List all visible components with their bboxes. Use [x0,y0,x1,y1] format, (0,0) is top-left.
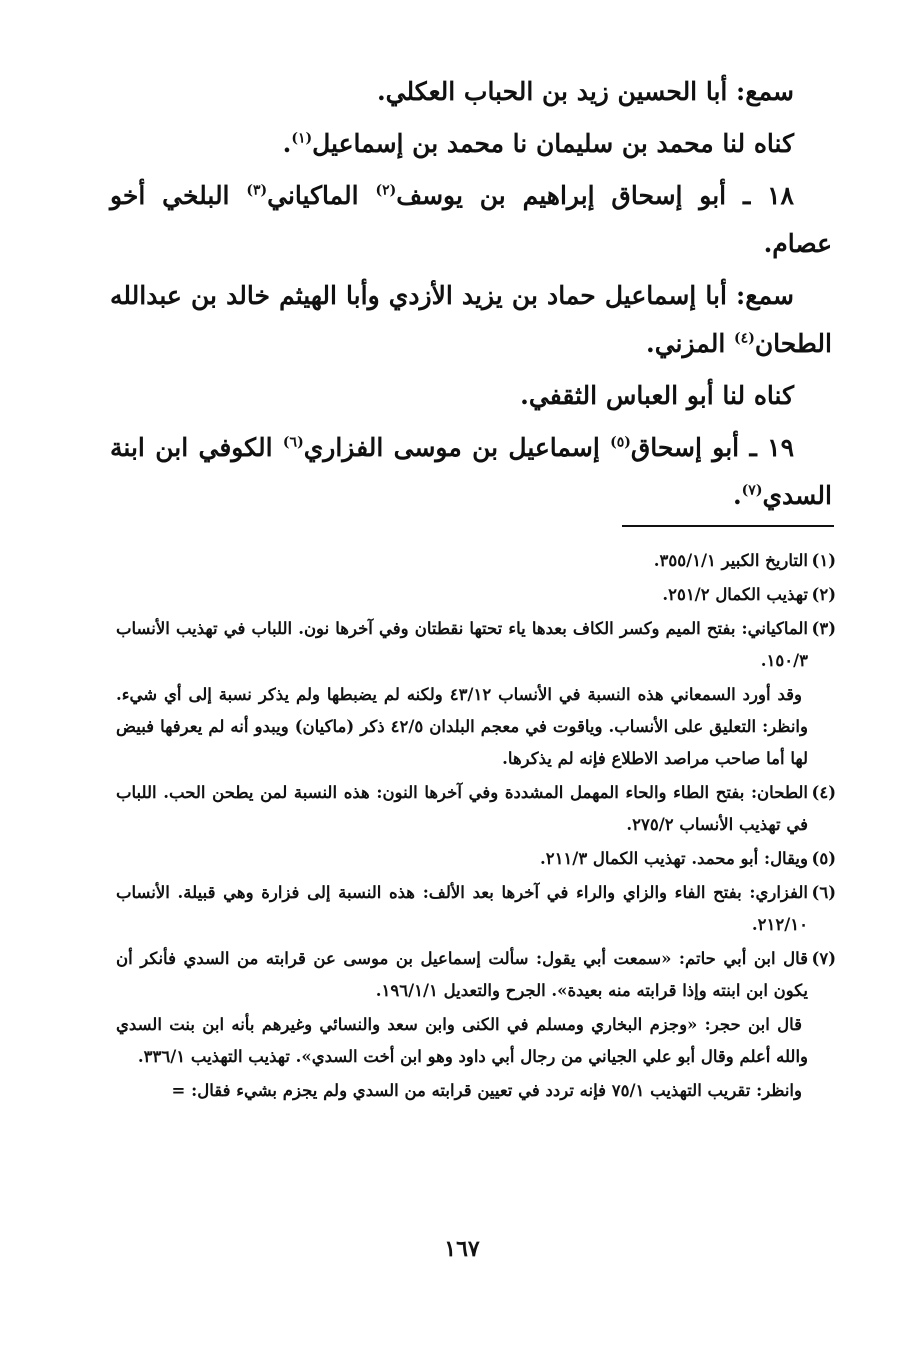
footnote-4 [116,777,836,841]
entry-18-part-2: الماكياني [267,181,376,210]
footnote-7-continuation-2 [116,1075,836,1107]
footnote-text: وانظر: تقريب التهذيب ٧٥/١ فإنه تردد في تعيين قرابته من السدي ولم يجزم بشيء فقال: = [171,1081,802,1100]
entry-19 [110,424,832,520]
page-number: ١٦٧ [444,1236,480,1262]
paragraph-1 [110,68,832,116]
footnote-5 [116,843,836,875]
footnote-text: تهذيب الكمال ٢٥١/٢. [662,585,808,604]
paragraph-4 [110,272,832,368]
main-text [110,68,832,524]
footnote-ref-5: (٥) [610,434,631,451]
footnote-separator [622,525,834,527]
footnotes [116,545,836,1109]
footnote-number: (٥) [811,849,836,868]
paragraph-1-text: سمع: أبا الحسين زيد بن الحباب العكلي. [376,77,794,106]
footnote-3-continuation [116,679,836,775]
paragraph-4-part-2: المزني. [646,329,735,358]
footnote-7-continuation-1 [116,1009,836,1073]
footnote-ref-6: (٦) [282,434,304,451]
footnote-text: قال ابن حجر: «وجزم البخاري ومسلم في الكنى وابن سعد والنسائي وغيرهم بأنه ابن بنت السدي والله أعلم وقال أبو علي الجياني من رجال أبي داود وهو ابن أخت السدي». تهذيب التهذيب ٣٣٦/١. [116,1015,808,1066]
footnote-text: قال ابن أبي حاتم: «سمعت أبي يقول: سألت إسماعيل بن موسى عن قرابته من السدي فأنكر أن يكون ابن ابنته وإذا قرابته منه بعيدة». الجرح والتعديل ١٩٦/١/١. [116,949,808,1000]
footnote-ref-1: (١) [291,130,313,147]
footnote-3 [116,613,836,677]
footnote-text: وقد أورد السمعاني هذه النسبة في الأنساب ٤٣/١٢ ولكنه لم يضبطها ولم يذكر نسبة إلى أي شيء. وانظر: التعليق على الأنساب. وياقوت في معجم البلدان ٤٢/٥ ذكر (ماكيان) ويبدو أنه لم يعرفها فبيض لها أما صاحب مراصد الاطلاع فإنه لم يذكرها. [116,685,808,768]
footnote-text: الماكياني: بفتح الميم وكسر الكاف بعدها ياء تحتها نقطتان وفي آخرها نون. اللباب في تهذيب الأنساب ١٥٠/٣. [116,619,808,670]
footnote-number: (١) [811,551,836,570]
footnote-number: (٧) [811,949,836,968]
footnote-2 [116,579,836,611]
paragraph-2-text: كناه لنا محمد بن سليمان نا محمد بن إسماعيل [312,129,794,158]
footnote-number: (٢) [811,585,836,604]
footnote-7 [116,943,836,1007]
paragraph-5 [110,372,832,420]
footnote-number: (٤) [811,783,836,802]
footnote-text: الطحان: بفتح الطاء والحاء المهمل المشددة وفي آخرها النون: هذه النسبة لمن يطحن الحب. اللباب في تهذيب الأنساب ٢٧٥/٢. [116,783,808,834]
entry-19-part-1: ١٩ ـ أبو إسحاق [630,433,795,462]
footnote-ref-7: (٧) [741,482,763,499]
footnote-text: الفزاري: بفتح الفاء والزاي والراء في آخرها بعد الألف: هذه النسبة إلى فزارة وهي قبيلة. الأنساب ٢١٢/١٠. [116,883,808,934]
paragraph-2 [110,120,832,168]
entry-19-part-2: إسماعيل بن موسى الفزاري [303,433,611,462]
footnote-number: (٦) [811,883,836,902]
footnote-ref-3: (٣) [246,182,268,199]
footnote-ref-2: (٢) [375,182,397,199]
footnote-ref-4: (٤) [734,330,755,347]
footnote-6 [116,877,836,941]
entry-18-part-3: البلخي أخو عصام. [110,181,832,258]
footnote-number: (٣) [811,619,836,638]
entry-18-part-1: ١٨ ـ أبو إسحاق إبراهيم بن يوسف [396,181,794,210]
paragraph-2-end: . [282,129,292,158]
paragraph-5-text: كناه لنا أبو العباس الثقفي. [520,381,794,410]
entry-18 [110,172,832,268]
entry-19-end: . [732,481,742,510]
entry-19-part-3: الكوفي ابن ابنة السدي [110,433,832,510]
footnote-1 [116,545,836,577]
footnote-text: ويقال: أبو محمد. تهذيب الكمال ٢١١/٣. [539,849,808,868]
paragraph-4-part-1: سمع: أبا إسماعيل حماد بن يزيد الأزدي وأبا الهيثم خالد بن عبدالله الطحان [110,281,832,358]
footnote-text: التاريخ الكبير ٣٥٥/١/١. [653,551,808,570]
